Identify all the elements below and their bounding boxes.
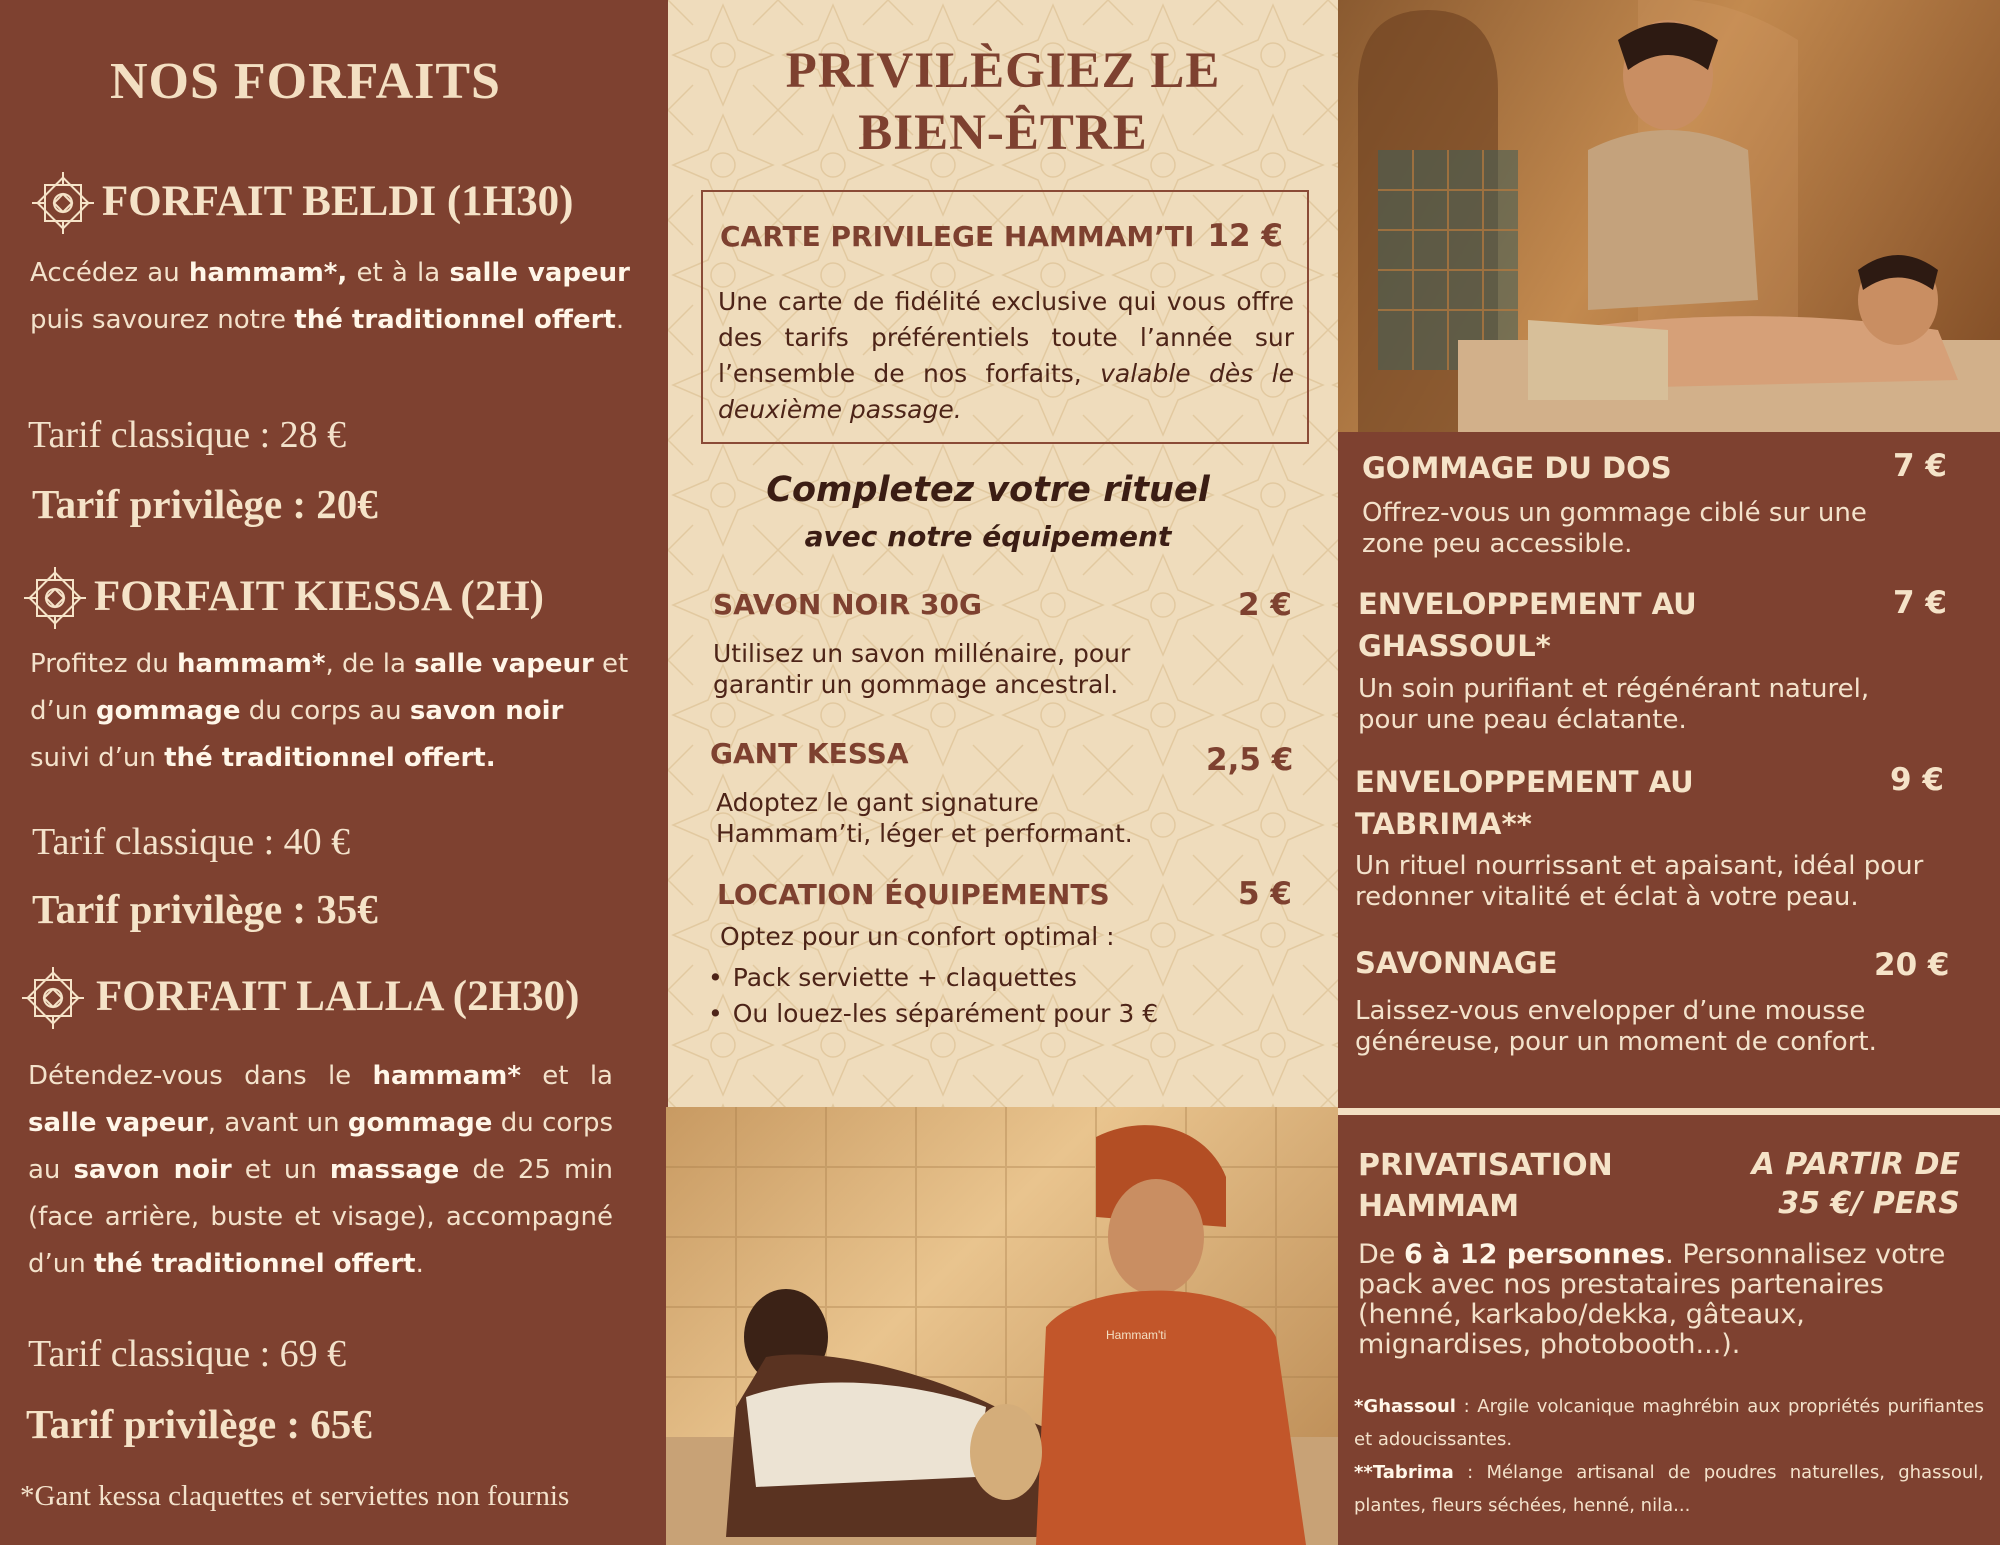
card-price: 12 € (1207, 218, 1283, 254)
package-description (28, 1053, 613, 1288)
loyalty-card-box (701, 190, 1309, 444)
tarif-privilege: Tarif privilège : 20€ (32, 481, 378, 527)
title-line: BIEN-ÊTRE (858, 105, 1148, 161)
text-segment: . (415, 1249, 424, 1279)
priv-text-bold: 6 à 12 personnes (1403, 1239, 1666, 1270)
rituel-subheading: avec notre équipement (804, 520, 1172, 553)
footnote-tabrima (1354, 1456, 1984, 1522)
emphasis-text: salle vapeur (414, 649, 594, 679)
massage-photo (1338, 0, 2000, 432)
package-description (30, 641, 630, 782)
text-segment: , de la (325, 649, 415, 679)
text-segment: puis savourez notre (30, 305, 295, 335)
packages-column (0, 0, 668, 1545)
text-segment: . (615, 305, 625, 335)
package-title: FORFAIT KIESSA (2H) (94, 573, 544, 620)
item-description: Utilisez un savon millénaire, pour garantir un gommage ancestral. (713, 639, 1131, 699)
service-description: Laissez-vous envelopper d’une mousse généreuse, pour un moment de confort. (1355, 996, 1877, 1057)
title-line: PRIVILÈGIEZ LE (785, 43, 1221, 99)
package-title: FORFAIT BELDI (1H30) (102, 178, 574, 225)
equipment-options-list (708, 960, 1158, 1032)
item-price: 2 € (1238, 587, 1292, 623)
gommage-illustration (666, 1107, 1338, 1545)
text-segment: , avant un (207, 1108, 348, 1138)
item-description: Optez pour un confort optimal : (720, 922, 1115, 951)
emphasis-text: hammam* (176, 649, 326, 679)
item-description: Adoptez le gant signature Hammam’ti, léger et performant. (716, 788, 1133, 848)
moroccan-star-icon (20, 563, 90, 633)
emphasis-text: savon noir (409, 696, 564, 726)
emphasis-text: salle vapeur (28, 1108, 208, 1138)
list-item: • Ou louez-les séparément pour 3 € (708, 996, 1158, 1032)
tarif-classique: Tarif classique : 40 € (32, 821, 351, 863)
text-segment: et un (231, 1155, 330, 1185)
item-price: 2,5 € (1206, 742, 1294, 778)
item-title: GANT KESSA (710, 737, 909, 770)
emphasis-text: massage (329, 1155, 460, 1185)
wellness-column (668, 0, 1338, 1107)
left-footnote: *Gant kessa claquettes et serviettes non fournis (20, 1480, 570, 1512)
emphasis-text: hammam* (372, 1061, 521, 1091)
card-description (718, 284, 1294, 428)
text-segment: suivi d’un (30, 743, 165, 773)
item-price: 5 € (1238, 876, 1292, 912)
uniform-logo: Hammam'ti (1106, 1328, 1167, 1342)
footnote-term: *Ghassoul (1354, 1396, 1456, 1417)
emphasis-text: thé traditionnel offert. (164, 743, 496, 773)
package-description (30, 250, 630, 344)
service-description: Un rituel nourrissant et apaisant, idéal pour redonner vitalité et éclat à votre peau. (1355, 851, 1924, 912)
service-price: 20 € (1874, 947, 1950, 983)
text-segment: et d’un (30, 649, 629, 726)
list-item: • Pack serviette + claquettes (708, 960, 1158, 996)
services-column (1338, 0, 2000, 1545)
card-text: Une carte de fidélité exclusive qui vous offre des tarifs préférentiels toute l’année sur l’ensemble de nos forfaits, (718, 287, 1294, 388)
card-title: CARTE PRIVILEGE HAMMAM’TI (720, 220, 1195, 253)
emphasis-text: thé traditionnel offert (94, 1249, 416, 1279)
wellness-title (668, 40, 1338, 164)
emphasis-text: gommage (347, 1108, 493, 1138)
text-segment: et à la (347, 258, 450, 288)
priv-text: . Personnalisez votre pack avec nos prestataires partenaires (henné, karkabo/dekka, gâteaux, mignardises, photobooth...). (1358, 1239, 1946, 1360)
service-description: Offrez-vous un gommage ciblé sur une zone peu accessible. (1362, 498, 1867, 559)
tarif-classique: Tarif classique : 28 € (28, 414, 347, 456)
text-segment: du corps au (240, 696, 410, 726)
emphasis-text: thé traditionnel offert (294, 305, 616, 335)
packages-heading: NOS FORFAITS (110, 53, 501, 110)
privatisation-description (1358, 1240, 1958, 1360)
service-title: ENVELOPPEMENT AU TABRIMA** (1355, 765, 1694, 841)
service-price: 9 € (1890, 762, 1944, 798)
footnote-text: : Argile volcanique maghrébin aux propriétés purifiantes et adoucissantes. (1354, 1396, 1984, 1450)
service-price: 7 € (1893, 448, 1947, 484)
privatisation-title: PRIVATISATION HAMMAM (1358, 1148, 1613, 1224)
priv-text: De (1358, 1239, 1404, 1270)
service-description: Un soin purifiant et régénérant naturel, pour une peau éclatante. (1358, 674, 1870, 735)
moroccan-star-icon (28, 168, 98, 238)
section-divider (1338, 1108, 2000, 1115)
privatisation-price: A PARTIR DE 35 €/ PERS (1751, 1147, 1960, 1221)
item-title: LOCATION ÉQUIPEMENTS (717, 878, 1110, 911)
service-price: 7 € (1893, 585, 1947, 621)
text-segment: Profitez du (30, 649, 177, 679)
text-segment: du corps au (28, 1108, 614, 1185)
gommage-photo (666, 1107, 1338, 1545)
service-title: ENVELOPPEMENT AU GHASSOUL* (1358, 587, 1697, 663)
service-title: GOMMAGE DU DOS (1362, 451, 1672, 485)
service-title: SAVONNAGE (1355, 946, 1558, 980)
text-segment: de 25 min (face arrière, buste et visage), accompagné d’un (28, 1155, 613, 1279)
tarif-classique: Tarif classique : 69 € (28, 1333, 347, 1375)
moroccan-star-icon (18, 963, 88, 1033)
rituel-heading: Completez votre rituel (766, 470, 1210, 510)
card-text-italic: valable dès le deuxième passage. (718, 359, 1294, 424)
package-title: FORFAIT LALLA (2H30) (96, 973, 580, 1020)
footnote-term: **Tabrima (1354, 1462, 1454, 1483)
massage-illustration (1338, 0, 2000, 432)
emphasis-text: salle vapeur (449, 258, 630, 288)
item-title: SAVON NOIR 30G (713, 588, 983, 621)
emphasis-text: hammam*, (188, 258, 348, 288)
footnote-ghassoul (1354, 1390, 1984, 1456)
text-segment: Accédez au (30, 258, 189, 288)
tarif-privilege: Tarif privilège : 65€ (26, 1401, 372, 1447)
tarif-privilege: Tarif privilège : 35€ (32, 886, 378, 932)
emphasis-text: gommage (96, 696, 241, 726)
emphasis-text: savon noir (73, 1155, 232, 1185)
text-segment: Détendez-vous dans le (28, 1061, 373, 1091)
text-segment: et la (520, 1061, 613, 1091)
footnote-text: : Mélange artisanal de poudres naturelles, ghassoul, plantes, fleurs séchées, henné, nila... (1354, 1462, 1984, 1516)
